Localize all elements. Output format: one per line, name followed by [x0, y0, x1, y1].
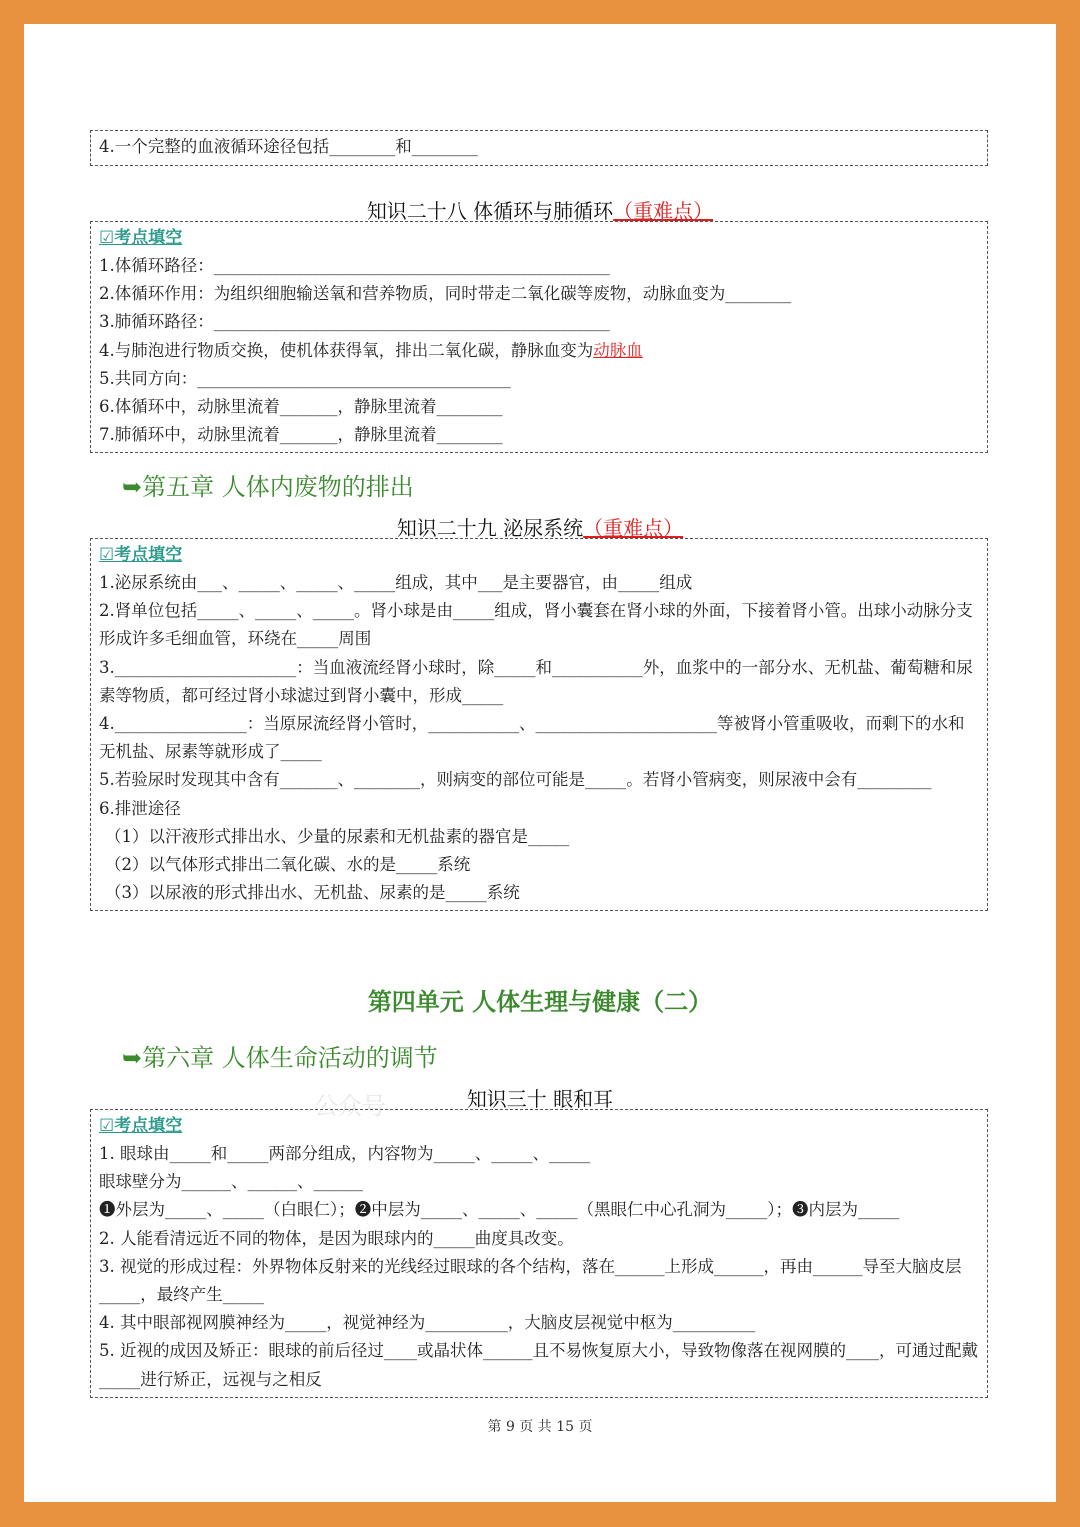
chapter-5-title: ➥第五章 人体内废物的排出: [122, 473, 414, 501]
list-item: （2）以气体形式排出二氧化碳、水的是_____系统: [105, 855, 471, 875]
fill-blank-tag: ☑考点填空: [99, 1116, 183, 1136]
list-item: 2.肾单位包括_____、_____、_____。肾小球是由_____组成，肾小囊套在肾小球的外面，下接着肾小管。出球小动脉分支形成许多毛细血管，环绕在_____周围: [99, 601, 973, 649]
list-item: 6.排泄途径: [99, 798, 181, 818]
section-28-title: 知识二十八 体循环与肺循环（重难点）: [366, 199, 714, 223]
list-item: ❶外层为_____、_____（白眼仁）；❷中层为_____、_____、_____（黑眼仁中心孔洞为_____）；❸内层为_____: [99, 1200, 900, 1220]
list-item: （3）以尿液的形式排出水、无机盐、尿素的是_____系统: [105, 883, 520, 903]
question-item: 4.一个完整的血液循环途径包括________和________: [99, 137, 478, 156]
list-item: 7.肺循环中，动脉里流着_______，静脉里流着________: [99, 425, 503, 445]
watermark: 公众号: [314, 1092, 386, 1120]
difficulty-tag: （重难点）: [583, 516, 684, 540]
list-item: 1. 眼球由_____和_____两部分组成，内容物为_____、_____、_____: [99, 1144, 591, 1163]
chapter-6-title: ➥第六章 人体生命活动的调节: [122, 1044, 438, 1072]
list-item: 2.体循环作用：为组织细胞输送氧和营养物质，同时带走二氧化碳等废物，动脉血变为________: [99, 284, 792, 304]
list-item: 4.与肺泡进行物质交换，使机体获得氧，排出二氧化碳，静脉血变为动脉血: [99, 340, 643, 360]
list-item: （1）以汗液形式排出水、少量的尿素和无机盐素的器官是_____: [105, 826, 570, 846]
list-item: 4.________________：当原尿流经肾小管时，___________、______________________等被肾小管重吸收，而剩下的水和无机盐、尿素等就形成了_____: [99, 714, 965, 762]
section-29-box: [90, 538, 988, 911]
list-item: 6.体循环中，动脉里流着_______，静脉里流着________: [99, 397, 503, 417]
list-item: 1.泌尿系统由___、_____、_____、_____组成，其中___是主要器官，由_____组成: [99, 573, 693, 592]
list-item: 5. 近视的成因及矫正：眼球的前后径过____或晶状体______且不易恢复原大小，导致物像落在视网膜的____，可通过配戴_____进行矫正，远视与之相反: [99, 1341, 978, 1389]
list-item: 3. 视觉的形成过程：外界物体反射来的光线经过眼球的各个结构，落在______上形成______，再由______导至大脑皮层_____，最终产生_____: [99, 1256, 962, 1305]
difficulty-tag: （重难点）: [613, 199, 714, 223]
list-item: 5.共同方向：______________________________________: [99, 368, 511, 388]
section-28-box: [90, 221, 988, 453]
fill-blank-tag: ☑考点填空: [99, 545, 183, 565]
list-item: 3.______________________：当血液流经肾小球时，除_____和___________外，血浆中的一部分水、无机盐、葡萄糖和尿素等物质，都可经过肾小球滤过到肾小囊中，形成_____: [99, 657, 973, 705]
list-item: 3.肺循环路径：________________________________________________: [99, 312, 610, 332]
list-item: 眼球壁分为______、______、______: [99, 1172, 363, 1192]
page-footer: 第 9 页 共 15 页: [487, 1419, 593, 1435]
unit-4-title: 第四单元 人体生理与健康（二）: [367, 988, 713, 1016]
section-30-title: 知识三十 眼和耳: [466, 1087, 614, 1111]
list-item: 5.若验尿时发现其中含有_______、________，则病变的部位可能是_____。若肾小管病变，则尿液中会有_________: [99, 770, 932, 790]
list-item: 2. 人能看清远近不同的物体，是因为眼球内的_____曲度具改变。: [99, 1228, 574, 1248]
page-sheet: [24, 24, 1056, 1502]
list-item: 4. 其中眼部视网膜神经为_____，视觉神经为__________，大脑皮层视觉中枢为__________: [99, 1313, 756, 1333]
question-box-top: [90, 130, 988, 166]
fill-blank-tag: ☑考点填空: [99, 228, 183, 248]
section-29-title: 知识二十九 泌尿系统（重难点）: [396, 516, 684, 540]
answer-text: 动脉血: [593, 340, 643, 360]
list-item: 1.体循环路径：________________________________________________: [99, 256, 610, 275]
section-30-box: [90, 1109, 988, 1398]
